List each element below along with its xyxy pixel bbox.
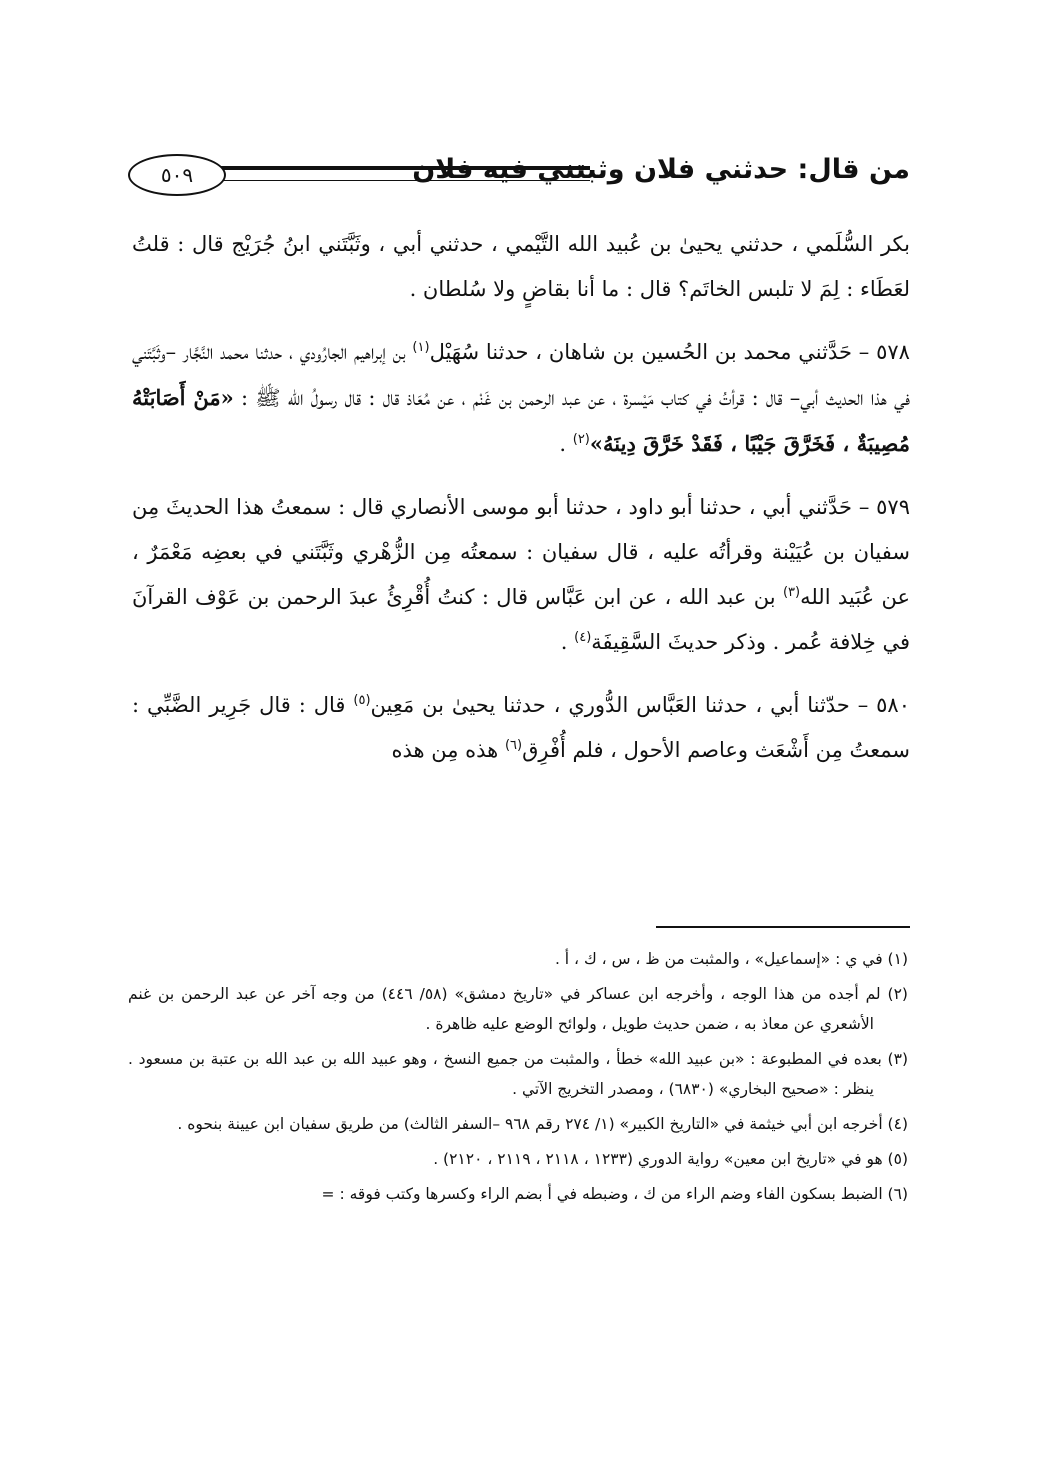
chapter-title: من قال: حدثني فلان وثبتني فيه فلان	[412, 154, 910, 185]
page-number: ٥٠٩	[128, 154, 226, 196]
footnote-6: (٦) الضبط بسكون الفاء وضم الراء من ك ، وضبطه في أ بضم الراء وكسرها وكتب فوقه : =	[321, 1185, 908, 1203]
footnote-ref[interactable]: (٣)	[782, 585, 801, 600]
hadith-number: ٥٨٠	[876, 693, 910, 717]
footnote-4: (٤) أخرجه ابن أبي خيثمة في «التاريخ الكبير» (١/ ٢٧٤ رقم ٩٦٨ –السفر الثالث) من طريق سفيان ابن عيينة بنحوه .	[177, 1115, 908, 1133]
hadith-text: قال : قال جَرِير الضَّبِّي : سمعتُ مِن أَشْعَث وعاصم الأحول ، فلم أُفْرِق	[132, 693, 910, 762]
footnote-3: (٣) بعده في المطبوعة : «بن عبيد الله» خطأ ، والمثبت من جميع النسخ ، وهو عبيد الله بن عبد الله بن عتبة بن مسعود . ينظر : «صحيح البخاري» (٦٨٣٠) ، ومصدر التخريج الآتي .	[128, 1050, 908, 1098]
hadith-text: بن عبد الله ، عن ابن عَبَّاس قال : كنتُ أُقْرِئُ عبدَ الرحمن بن عَوْف القرآنَ في خِلافة عُمر . وذكر حديثَ السَّقِيفَة	[132, 585, 910, 654]
footnote-ref[interactable]: (٥)	[353, 693, 371, 708]
hadith-end: .	[560, 630, 575, 654]
paragraph-continuation	[132, 222, 910, 312]
hadith-end: .	[559, 432, 573, 456]
hadith-number: ٥٧٨	[876, 340, 910, 364]
hadith-578	[132, 330, 910, 467]
footnote-2: (٢) لم أجده من هذا الوجه ، وأخرجه ابن عساكر في «تاريخ دمشق» (٥٨/ ٤٤٦) من وجه آخر عن عبد الرحمن بن غنم الأشعري عن معاذ به ، ضمن حديث طويل ، ولوائح الوضع عليه ظاهرة .	[128, 985, 908, 1033]
hadith-text: – حدّثنا أبي ، حدثنا العَبَّاس الدُّوري ، حدثنا يحيىٰ بن مَعِين	[370, 693, 869, 717]
hadith-text: – حَدَّثني محمد بن الحُسين بن شاهان ، حدثنا سُهَيْل	[429, 340, 870, 364]
hadith-579	[132, 485, 910, 665]
hadith-text: بن إبراهيم الجارُودي ، حدثنا محمد النَّجَّار –وثَبَّتَني في هذا الحديث أبي– قال : قرأتُ في كتاب مَيْسرة ، عن عبد الرحمن بن غَنْم ، عن مُعَاذ قال : قال رسولُ الله ﷺ :	[132, 340, 910, 410]
hadith-quote: «مَنْ أَصَابَتْهُ مُصِيبَةٌ ، فَخَرَّقَ جَيْبًا ، فَقَدْ خَرَّقَ دِينَهُ»	[132, 385, 910, 456]
footnotes	[128, 944, 908, 1214]
footnote-1: (١) في ي : «إسماعيل» ، والمثبت من ظ ، س ، ك ، أ .	[554, 950, 908, 968]
hadith-text: – حَدَّثني أبي ، حدثنا أبو داود ، حدثنا أبو موسى الأنصاري قال : سمعتُ هذا الحديثَ مِن سفيان بن عُيَيْنة وقرأتُه عليه ، قال سفيان : سمعتُه مِن الزُّهْري وثَبَّتَني في بعضِه مَعْمَرٌ ، عن عُبَيد الله	[132, 495, 910, 609]
footnote-ref[interactable]: (٦)	[504, 738, 523, 753]
header-rule	[198, 166, 590, 181]
footnote-ref[interactable]: (٤)	[574, 630, 592, 645]
footnote-ref[interactable]: (١)	[412, 340, 430, 355]
running-header	[128, 150, 910, 206]
footnote-separator	[656, 926, 910, 928]
paragraph-text: بكر السُّلَمي ، حدثني يحيىٰ بن عُبيد الله التَّيْمي ، حدثني أبي ، وثَبَّتَني ابنُ جُرَيْج قال : قلتُ لعَطَاء : لِمَ لا تلبس الخاتَم؟ قال : ما أنا بقاضٍ ولا سُلطان .	[132, 232, 910, 301]
footnote-ref[interactable]: (٢)	[572, 432, 590, 447]
hadith-580	[132, 683, 910, 773]
hadith-number: ٥٧٩	[876, 495, 910, 519]
hadith-text: هذه مِن هذه	[391, 738, 499, 762]
main-text	[132, 222, 910, 902]
footnote-5: (٥) هو في «تاريخ ابن معين» رواية الدوري (١٢٣٣ ، ٢١١٨ ، ٢١١٩ ، ٢١٢٠) .	[433, 1150, 908, 1168]
